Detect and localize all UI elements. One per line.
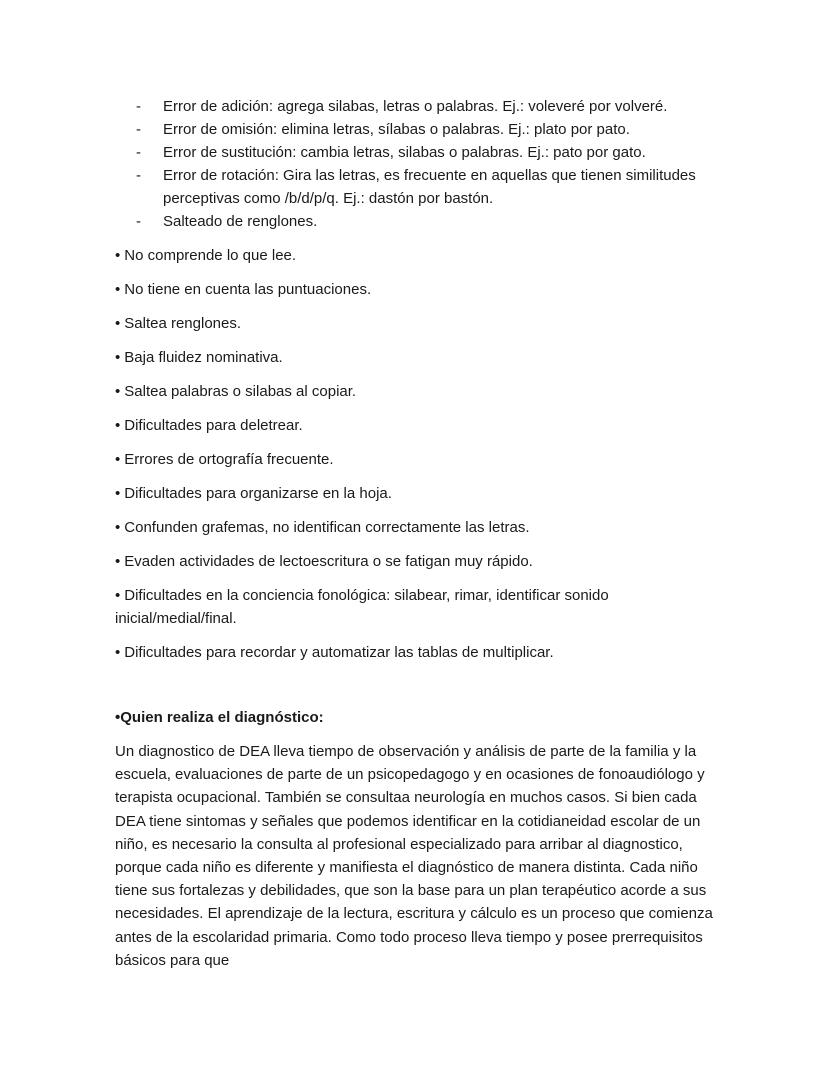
bullet-marker: • — [115, 451, 121, 468]
list-item — [115, 516, 725, 539]
list-item — [115, 346, 725, 369]
bullet-marker: • — [115, 587, 121, 604]
list-item-text: Dificultades en la conciencia fonológica: silabear, rimar, identificar sonido inicial/medial/final. — [115, 587, 609, 627]
bullet-marker: • — [115, 485, 121, 502]
list-item-text: Dificultades para organizarse en la hoja. — [124, 485, 392, 502]
bullet-marker: • — [115, 349, 121, 366]
bullet-marker: • — [115, 315, 121, 332]
list-item-text: No comprende lo que lee. — [124, 247, 297, 264]
list-item — [136, 210, 736, 233]
list-item-text: Errores de ortografía frecuente. — [124, 451, 334, 468]
list-item — [115, 448, 725, 471]
list-item-text: Salteado de renglones. — [163, 213, 318, 230]
bullet-marker: • — [115, 553, 121, 570]
list-item-text: Dificultades para recordar y automatizar las tablas de multiplicar. — [124, 644, 554, 661]
diagnosis-paragraph: Un diagnostico de DEA lleva tiempo de observación y análisis de parte de la familia y la escuela, evaluaciones de parte de un psicopedagogo y en ocasiones de fonoaudiólogo y terapista ocupacional. También se consultaa neurología en muchos casos. Si bien cada DEA tiene sintomas y señales que podemos identificar en la cotidianeidad escolar de un niño, es necesario la consulta al profesional especializado para arribar al diagnostico, porque cada niño es diferente y manifiesta el diagnóstico de manera distinta. Cada niño tiene sus fortalezas y debilidades, que son la base para un plan terapéutico acorde a sus necesidades. El aprendizaje de la lectura, escritura y cálculo es un proceso que comienza antes de la escolaridad primaria. Como todo proceso lleva tiempo y posee prerrequisitos básicos para que — [115, 743, 713, 969]
bullet-marker: • — [115, 417, 121, 434]
list-item — [115, 312, 725, 335]
list-item — [115, 641, 725, 664]
bullet-marker: • — [115, 383, 121, 400]
list-item — [136, 141, 736, 164]
bullet-marker: • — [115, 247, 121, 264]
list-item — [136, 95, 736, 118]
dash-marker: - — [136, 167, 141, 184]
dash-marker: - — [136, 213, 141, 230]
bullet-marker: • — [115, 519, 121, 536]
bullet-marker: • — [115, 281, 121, 298]
list-item-text: Saltea renglones. — [124, 315, 242, 332]
list-item-text: Error de sustitución: cambia letras, silabas o palabras. Ej.: pato por gato. — [163, 144, 646, 161]
list-item — [115, 584, 725, 630]
symptoms-list — [115, 244, 725, 675]
diagnosis-section — [115, 706, 715, 972]
section-heading: •Quien realiza el diagnóstico: — [115, 709, 324, 726]
list-item — [115, 550, 725, 573]
list-item — [115, 482, 725, 505]
list-item-text: Error de omisión: elimina letras, sílabas o palabras. Ej.: plato por pato. — [163, 121, 630, 138]
list-item — [136, 164, 736, 210]
list-item-text: Evaden actividades de lectoescritura o se fatigan muy rápido. — [124, 553, 533, 570]
dash-marker: - — [136, 98, 141, 115]
list-item — [115, 380, 725, 403]
list-item-text: Dificultades para deletrear. — [124, 417, 303, 434]
list-item-text: Error de adición: agrega silabas, letras o palabras. Ej.: voleveré por volveré. — [163, 98, 668, 115]
list-item-text: Confunden grafemas, no identifican correctamente las letras. — [124, 519, 530, 536]
error-types-list — [136, 95, 736, 233]
bullet-marker: • — [115, 644, 121, 661]
dash-marker: - — [136, 144, 141, 161]
list-item-text: Saltea palabras o silabas al copiar. — [124, 383, 357, 400]
list-item — [115, 278, 725, 301]
list-item — [115, 414, 725, 437]
list-item-text: Error de rotación: Gira las letras, es frecuente en aquellas que tienen similitudes perceptivas como /b/d/p/q. Ej.: dastón por bastón. — [163, 167, 696, 207]
list-item — [115, 244, 725, 267]
dash-marker: - — [136, 121, 141, 138]
list-item-text: No tiene en cuenta las puntuaciones. — [124, 281, 372, 298]
list-item-text: Baja fluidez nominativa. — [124, 349, 283, 366]
list-item — [136, 118, 736, 141]
